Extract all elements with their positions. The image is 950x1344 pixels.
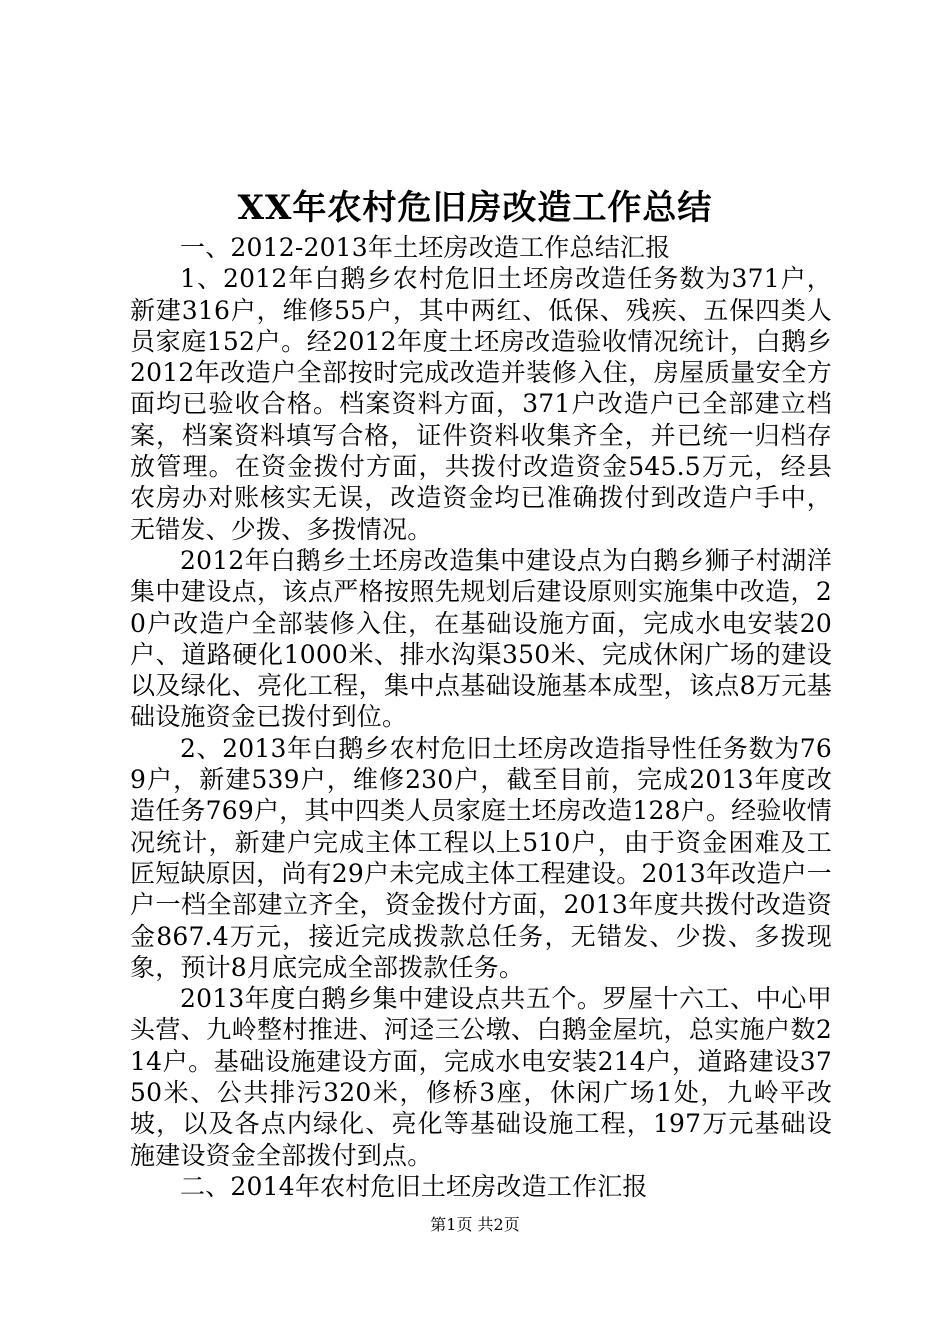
paragraph-2012-overview: 1、2012年白鹅乡农村危旧土坯房改造任务数为371户，新建316户，维修55户，其中两红、低保、残疾、五保四类人员家庭152户。经2012年度土坯房改造验收情况统计，白鹅乡2012年改造户全部按时完成改造并装修入住，房屋质量安全方面均已验收合格。档案资料方面，371户改造户已全部建立档案，档案资料填写合格，证件资料收集齐全，并已统一归档存放管理。在资金拨付方面，共拨付改造资金545.5万元，经县农房办对账核实无误，改造资金均已准确拨付到改造户手中，无错发、少拨、多拨情况。 <box>130 264 832 544</box>
page-footer: 第1页 共2页 <box>430 1215 520 1234</box>
section-heading-1: 一、2012-2013年土坯房改造工作总结汇报 <box>180 233 671 262</box>
document-title: XX年农村危旧房改造工作总结 <box>237 188 713 228</box>
paragraph-2012-concentrated-site: 2012年白鹅乡土坯房改造集中建设点为白鹅乡狮子村湖洋集中建设点，该点严格按照先规划后建设原则实施集中改造，20户改造户全部装修入住，在基础设施方面，完成水电安装20户、道路硬化1000米、排水沟渠350米、完成休闲广场的建设以及绿化、亮化工程，集中点基础设施基本成型，该点8万元基础设施资金已拨付到位。 <box>130 545 832 732</box>
section-heading-2: 二、2014年农村危旧土坯房改造工作汇报 <box>180 1171 648 1201</box>
paragraph-2013-concentrated-sites: 2013年度白鹅乡集中建设点共五个。罗屋十六工、中心甲头营、九岭整村推进、河迳三公墩、白鹅金屋坑，总实施户数214户。基础设施建设方面，完成水电安装214户，道路建设3750米、公共排污320米，修桥3座，休闲广场1处，九岭平改坡，以及各点内绿化、亮化等基础设施工程，197万元基础设施建设资金全部拨付到点。 <box>130 984 832 1170</box>
document-body <box>130 232 832 1202</box>
paragraph-2013-overview: 2、2013年白鹅乡农村危旧土坯房改造指导性任务数为769户，新建539户，维修230户，截至目前，完成2013年度改造任务769户，其中四类人员家庭土坯房改造128户。经验收情况统计，新建户完成主体工程以上510户，由于资金困难及工匠短缺原因，尚有29户未完成主体工程建设。2013年改造户一户一档全部建立齐全，资金拨付方面，2013年度共拨付改造资金867.4万元，接近完成拨款总任务，无错发、少拨、多拨现象，预计8月底完成全部拨款任务。 <box>130 733 832 982</box>
